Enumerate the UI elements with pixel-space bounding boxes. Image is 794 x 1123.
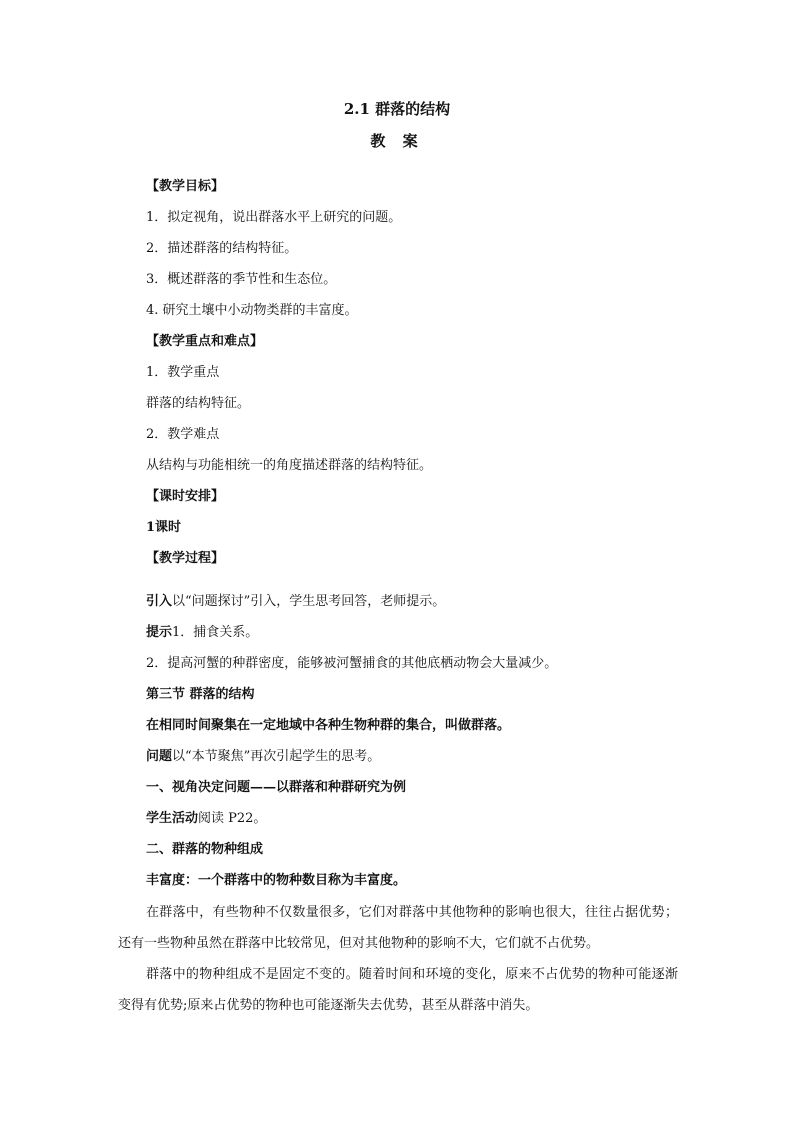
goal-item-4: 4. 研究土壤中小动物类群的丰富度。	[146, 303, 358, 318]
part-two-heading: 二、群落的物种组成	[146, 842, 264, 857]
heading-process: 【教学过程】	[146, 551, 225, 566]
community-definition: 在相同时间聚集在一定地域中各种生物种群的集合，叫做群落。	[146, 718, 511, 733]
goal-item-2: 2．描述群落的结构特征。	[146, 241, 298, 256]
goal-item-3: 3．概述群落的季节性和生态位。	[146, 272, 337, 287]
hint-label: 提示	[146, 625, 173, 640]
question-text: 以“本节聚焦”再次引起学生的思考。	[172, 749, 381, 764]
difficulty-label: 2．教学难点	[146, 427, 220, 442]
schedule-hours: 1课时	[146, 520, 182, 535]
hint-line-2: 2．提高河蟹的种群密度，能够被河蟹捕食的其他底栖动物会大量减少。	[146, 656, 558, 671]
key-point-label: 1．教学重点	[146, 365, 220, 380]
paragraph-dominance: 在群落中，有些物种不仅数量很多，它们对群落中其他物种的影响也很大，往往占据优势；还有一些物种虽然在群落中比较常见，但对其他物种的影响不大，它们就不占优势。	[118, 905, 678, 951]
hint-text: 1．捕食关系。	[172, 625, 259, 640]
document-title: 2.1 群落的结构	[343, 100, 451, 118]
activity-label: 学生活动	[146, 811, 199, 826]
heading-schedule: 【课时安排】	[146, 489, 225, 504]
activity-line	[146, 810, 266, 828]
part-one-heading: 一、视角决定问题——以群落和种群研究为例	[146, 780, 407, 795]
richness-definition: 丰富度：一个群落中的物种数目称为丰富度。	[146, 873, 407, 888]
activity-text: 阅读 P22。	[198, 811, 267, 826]
key-point-body: 群落的结构特征。	[146, 396, 251, 411]
intro-line	[146, 593, 445, 611]
heading-teaching-goals: 【教学目标】	[146, 179, 225, 194]
section-title: 第三节 群落的结构	[146, 687, 255, 702]
intro-text: 以“问题探讨”引入，学生思考回答，老师提示。	[172, 594, 446, 609]
hint-line	[146, 624, 258, 642]
goal-item-1: 1．拟定视角，说出群落水平上研究的问题。	[146, 210, 402, 225]
paragraph-composition-change: 群落中的物种组成不是固定不变的。随着时间和环境的变化，原来不占优势的物种可能逐渐变得有优势;原来占优势的物种也可能逐渐失去优势，甚至从群落中消失。	[118, 967, 678, 1013]
difficulty-body: 从结构与功能相统一的角度描述群落的结构特征。	[146, 458, 433, 473]
document-subtitle: 教 案	[370, 132, 424, 150]
intro-label: 引入	[146, 594, 173, 609]
heading-key-points: 【教学重点和难点】	[146, 334, 264, 349]
question-line	[146, 748, 380, 766]
question-label: 问题	[146, 749, 173, 764]
